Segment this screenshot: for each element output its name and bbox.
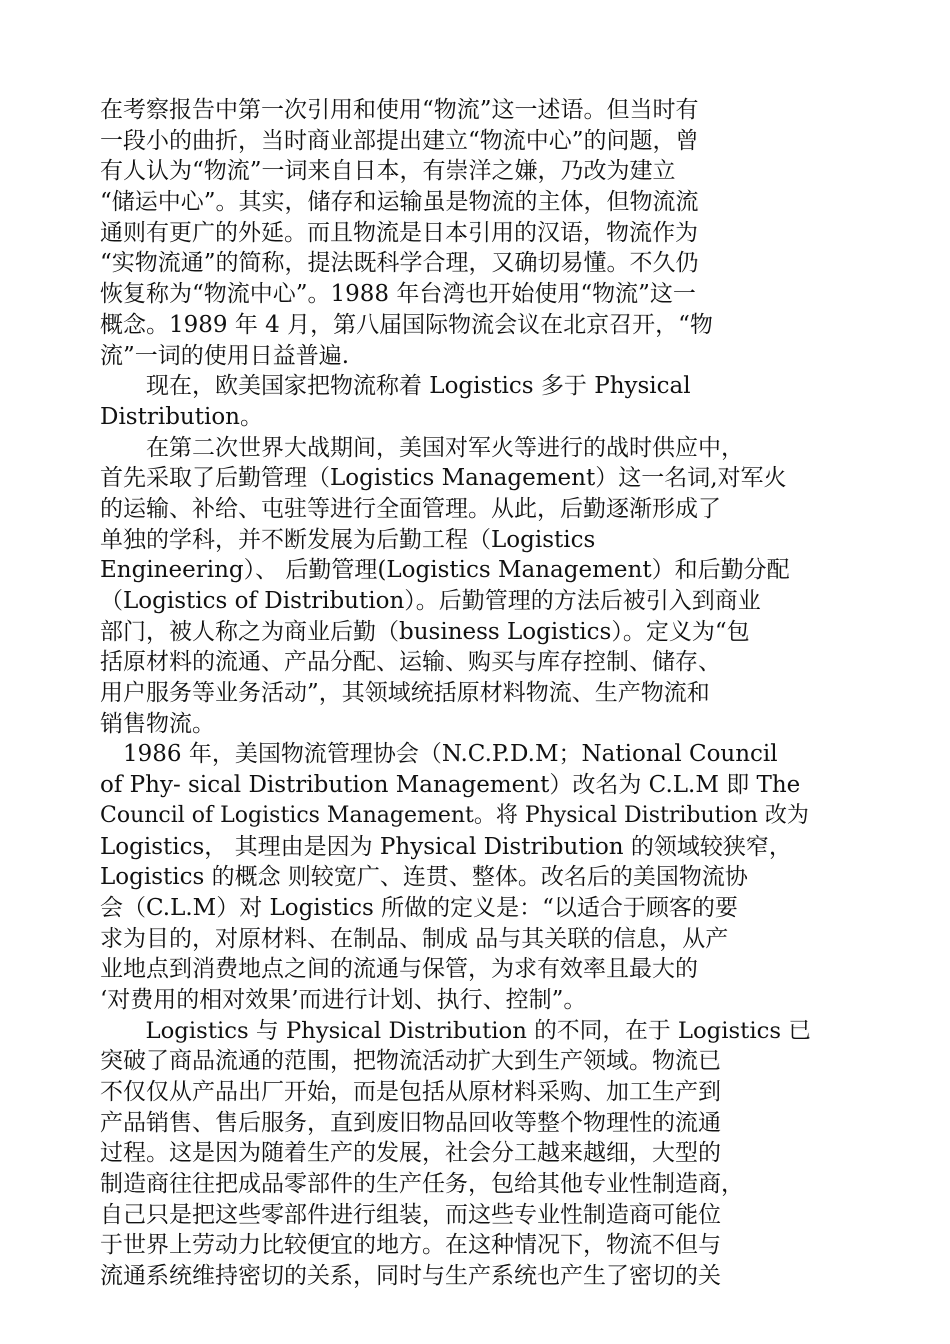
text-line: 通则有更广的外延。而且物流是日本引用的汉语，物流作为	[100, 219, 698, 246]
text-line: Council of Logistics Management。将 Physical Distribution 改为	[100, 802, 809, 828]
text-line: of Phy- sical Distribution Management）改名为 C.L.M 即 The	[100, 772, 801, 799]
text-line: （Logistics of Distribution）。后勤管理的方法后被引入到商业	[100, 588, 761, 614]
text-line: Logistics 与 Physical Distribution 的不同，在于 Logistics 已	[100, 1017, 812, 1044]
text-line: 在考察报告中第一次引用和使用“物流”这一述语。但当时有	[100, 97, 699, 123]
text-line: 突破了商品流通的范围，把物流活动扩大到生产领域。物流已	[100, 1048, 721, 1075]
text-line: 有人认为“物流”一词来自日本，有崇洋之嫌，乃改为建立	[100, 158, 676, 185]
text-line: 首先采取了后勤管理（Logistics Management）这一名词,对军火	[100, 465, 787, 492]
text-line: 在第二次世界大战期间，美国对军火等进行的战时供应中，	[100, 434, 744, 461]
text-line: 1986 年，美国物流管理协会（N.C.P.D.M；National Council	[100, 741, 778, 768]
text-line: 部门，被人称之为商业后勤（business Logistics）。定义为“包	[100, 618, 750, 645]
text-line: Logistics， 其理由是因为 Physical Distribution 的领域较狭窄，	[100, 833, 792, 860]
text-line: 于世界上劳动力比较便宜的地方。在这种情况下，物流不但与	[100, 1232, 721, 1259]
text-line: Distribution。	[100, 403, 263, 430]
text-line: 不仅仅从产品出厂开始，而是包括从原材料采购、加工生产到	[100, 1079, 721, 1105]
text-line: 概念。1989 年 4 月，第八届国际物流会议在北京召开，“物	[100, 311, 713, 338]
text-line: 业地点到消费地点之间的流通与保管，为求有效率且最大的	[100, 956, 698, 983]
document-body	[100, 95, 810, 1292]
text-line: 产品销售、售后服务，直到废旧物品回收等整个物理性的流通	[100, 1109, 721, 1136]
text-line: 会（C.L.M）对 Logistics 所做的定义是：“以适合于顾客的要	[100, 894, 738, 921]
text-line: 销售物流。	[100, 710, 215, 737]
text-line: ‘对费用的相对效果’而进行计划、执行、控制”。	[100, 986, 587, 1013]
text-line: 自己只是把这些零部件进行组装，而这些专业性制造商可能位	[100, 1201, 721, 1228]
text-line: “储运中心”。其实，储存和运输虽是物流的主体，但物流流	[100, 189, 699, 216]
text-line: Engineering）、 后勤管理(Logistics Management）和后勤分配	[100, 557, 790, 584]
text-line: 求为目的，对原材料、在制品、制成 品与其关联的信息，从产	[100, 925, 729, 952]
text-line: 制造商往往把成品零部件的生产任务，包给其他专业性制造商，	[100, 1171, 744, 1198]
text-line: 用户服务等业务活动”，其领域统括原材料物流、生产物流和	[100, 680, 710, 707]
text-line: “实物流通”的简称，提法既科学合理，又确切易懂。不久仍	[100, 250, 699, 277]
text-line: 流”一词的使用日益普遍.	[100, 342, 350, 369]
text-line: 的运输、补给、屯驻等进行全面管理。从此，后勤逐渐形成了	[100, 495, 721, 522]
text-line: 过程。这是因为随着生产的发展，社会分工越来越细，大型的	[100, 1140, 721, 1167]
text-line: 单独的学科，并不断发展为后勤工程（Logistics	[100, 526, 596, 553]
text-line: Logistics 的概念 则较宽广、连贯、整体。改名后的美国物流协	[100, 864, 748, 891]
text-line: 现在，欧美国家把物流称着 Logistics 多于 Physical	[100, 373, 691, 400]
text-line: 括原材料的流通、产品分配、运输、购买与库存控制、储存、	[100, 649, 721, 676]
text-line: 一段小的曲折，当时商业部提出建立“物流中心”的问题，曾	[100, 127, 699, 154]
text-line: 恢复称为“物流中心”。1988 年台湾也开始使用“物流”这一	[100, 281, 696, 308]
text-line: 流通系统维持密切的关系，同时与生产系统也产生了密切的关	[100, 1263, 721, 1290]
